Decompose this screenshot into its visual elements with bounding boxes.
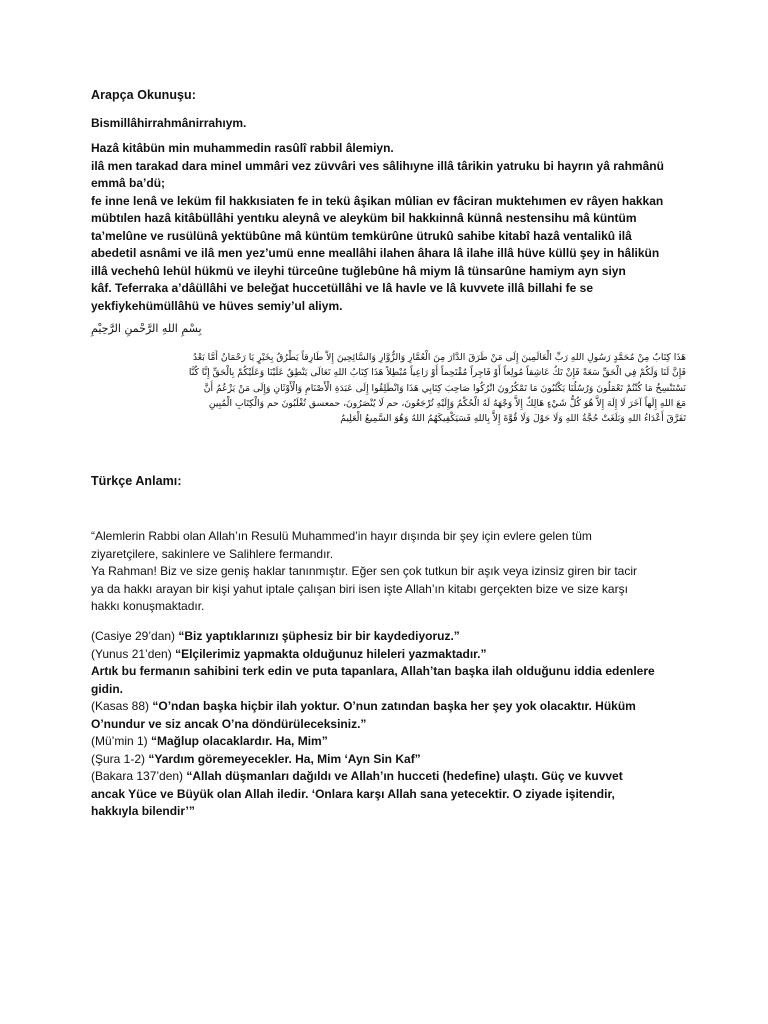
arabic-line: فَإِنَّ لَنَا وَلَكُمْ فِي الْحَقِّ سَعَةً فَإِنْ تَكُ عَاشِقاً مُولِعاً أَوْ فَاجِراً مُقْتَحِماً أَوْ رَاعِياً مُبْطِلاً هَذَا كِتَابُ اللهِ تَعَالَى يَنْطِقُ عَلَيْنَا وَعَلَيْكُمْ بِالْحَقِّ إِنَّا كُنَّا [188, 367, 686, 379]
verse-reference: (Yunus 21’den) [91, 646, 176, 661]
basmala-line: Bismillâhirrahmânirrahıym. [91, 116, 247, 130]
transliteration-line: mübtılen hazâ kitâbüllâhi yentıku aleynâ ve aleyküm bil hakkıinnâ künnâ nestensihu mâ küntüm [91, 211, 637, 225]
verse-text: “Elçilerimiz yapmakta olduğunuz hileleri yazmaktadır.” [175, 646, 487, 661]
verse-reference: (Bakara 137’den) [91, 769, 187, 783]
transliteration-line: Hazâ kitâbün min muhammedin rasûlî rabbil âlemiyn. [91, 141, 394, 155]
transliteration-line: illâ vechehû lehül hükmü ve ileyhi türceûne tuğlebûne hâ miym lâ tünsarûne hamiym ayn siyn [91, 263, 626, 278]
verse-reference: (Mü’min 1) [91, 734, 152, 748]
transliteration-line: ilâ men tarakad dara minel ummâri vez züvvâri ves sâlihıyne illâ târikin yatruku bi hayrın yâ rahmânü [91, 158, 664, 173]
arabic-basmala: بِسْمِ اللهِ الرَّحْمنِ الرَّحِيْمِ [91, 322, 202, 335]
turkish-line: hakkı konuşmaktadır. [91, 599, 205, 613]
transliteration-line: yekfiykehümüllâhü ve hüves semiy’ul aliym. [91, 298, 343, 313]
transliteration-line: fe inne lenâ ve leküm fil hakkısiaten fe in tekü âşikan mûlian ev fâciran muktehımen ev râyen hakkan [91, 193, 664, 208]
verse-line [91, 646, 691, 664]
arabic-line: نَسْتَنْسِخُ مَا كُنْتُمْ تَعْمَلُونَ وَرُسُلُنَا يَكْتُبُونَ مَا تَمْكُرُونَ اتْرُكُوا صَاحِبَ كِتَابِي هَذَا وَانْطَلِقُوا إِلَى عَبَدَةِ الْأَصْنَامِ وَالْأَوْثَانِ وَإِلَى مَنْ يَزْعُمُ أَنَّ [203, 382, 686, 394]
turkish-meaning-heading: Türkçe Anlamı: [91, 474, 182, 488]
verse-text: “Mağlup olacaklardır. Ha, Mim” [151, 734, 328, 748]
verse-line [91, 768, 691, 786]
verse-text: “Yardım göremeyecekler. Ha, Mim ‘Ayn Sin Kaf” [148, 751, 421, 766]
turkish-line: Artık bu fermanın sahibini terk edin ve puta tapanlara, Allah’tan başka ilah olduğunu iddia edenlere [91, 664, 655, 678]
verse-reference: (Şura 1-2) [91, 751, 149, 766]
verse-line [91, 733, 691, 751]
turkish-intro-paragraph [91, 528, 691, 616]
arabic-text-block [86, 350, 686, 426]
transliteration-paragraph [91, 140, 691, 315]
verse-line [91, 751, 691, 769]
transliteration-line: ta’melûne ve rusülünâ yektübûne mâ küntüm temkürûne ütrukû sahibe kitabî hazâ ventalikû ilâ [91, 228, 632, 243]
verse-text: “Allah düşmanları dağıldı ve Allah’ın hucceti (hedefine) ulaştı. Güç ve kuvvet [186, 769, 623, 783]
arabic-line: مَعَ اللهِ إِلَهاً آخَرَ لَا إِلَهَ إِلاَّ هُوَ كُلُّ شَيْءٍ هَالِكٌ إِلاَّ وَجْهَهُ لَهُ الْحُكْمُ وَإِلَيْهِ تُرْجَعُونَ، حم لَا يُنْصَرُونَ، حمعسق تُغْلَبُونَ حم وَالْكِتَابِ الْمُبِينِ [208, 397, 686, 409]
arabic-line: تَفَرَّقَ أَعْدَاءُ اللهِ وَبَلَغَتْ حُجَّةُ اللهِ وَلَا حَوْلَ وَلَا قُوَّةَ إِلاَّ بِاللهِ فَسَيَكْفِيكَهُمُ اللهُ وَهُوَ السَّمِيعُ الْعَلِيمُ [340, 413, 686, 425]
transliteration-line: kâf. Teferraka a’dâüllâhi ve beleğat huccetüllâhi ve lâ havle ve lâ kuvvete illâ billahi fe se [91, 281, 594, 295]
verse-reference: (Kasas 88) [91, 699, 153, 713]
transliteration-line: emmâ ba’dü; [91, 176, 166, 190]
verse-line [91, 628, 691, 646]
verse-text: “Biz yaptıklarınızı şüphesiz bir bir kaydediyoruz.” [178, 629, 460, 643]
verse-text: “O’ndan başka hiçbir ilah yoktur. O’nun zatından başka her şey yok olacaktır. Hüküm [152, 699, 636, 713]
verse-line [91, 698, 691, 716]
verse-text: hakkıyla bilendir’” [91, 804, 195, 818]
turkish-verses-paragraph [91, 628, 691, 821]
turkish-line: ziyaretçilere, sakinlere ve Salihlere fermandır. [91, 546, 334, 561]
arabic-line: هَذَا كِتَابٌ مِنْ مُحَمَّدٍ رَسُولِ اللهِ رَبِّ الْعَالَمِينَ إِلَى مَنْ طَرَقَ الدَّارَ مِنَ الْعُمَّارِ وَالزُّوَّارِ وَالسَّائِحِينَ إِلاَّ طَارِقاً يَطْرُقُ بِخَيْرٍ يَا رَحْمَانُ أَمَّا بَعْدُ [192, 352, 686, 363]
verse-text: ancak Yüce ve Büyük olan Allah iledir. ‘Onlara karşı Allah sana yetecektir. O ziyade işitendir, [91, 786, 615, 801]
turkish-line: ya da hakkı arayan bir kişi yahut iptale çalışan biri isen işte Allah’ın kitabı gerçekten bize ve size karşı [91, 581, 628, 596]
arabic-reading-heading: Arapça Okunuşu: [91, 88, 196, 102]
verse-text: O’nundur ve siz ancak O’na döndürüleceksiniz.” [91, 716, 367, 731]
verse-reference: (Casiye 29’dan) [91, 629, 179, 643]
turkish-line: “Alemlerin Rabbi olan Allah’ın Resulü Muhammed’in hayır dışında bir şey için evlere gelen tüm [91, 529, 592, 543]
transliteration-line: abedetil asnâmi ve ilâ men yez’umü enne meallâhi ilahen âhara lâ ilahe illâ hüve küllü şey in hâlikün [91, 246, 660, 260]
turkish-line: Ya Rahman! Biz ve size geniş haklar tanınmıştır. Eğer sen çok tutkun bir aşık veya izinsiz giren bir tacir [91, 564, 638, 578]
turkish-line: gidin. [91, 681, 123, 696]
